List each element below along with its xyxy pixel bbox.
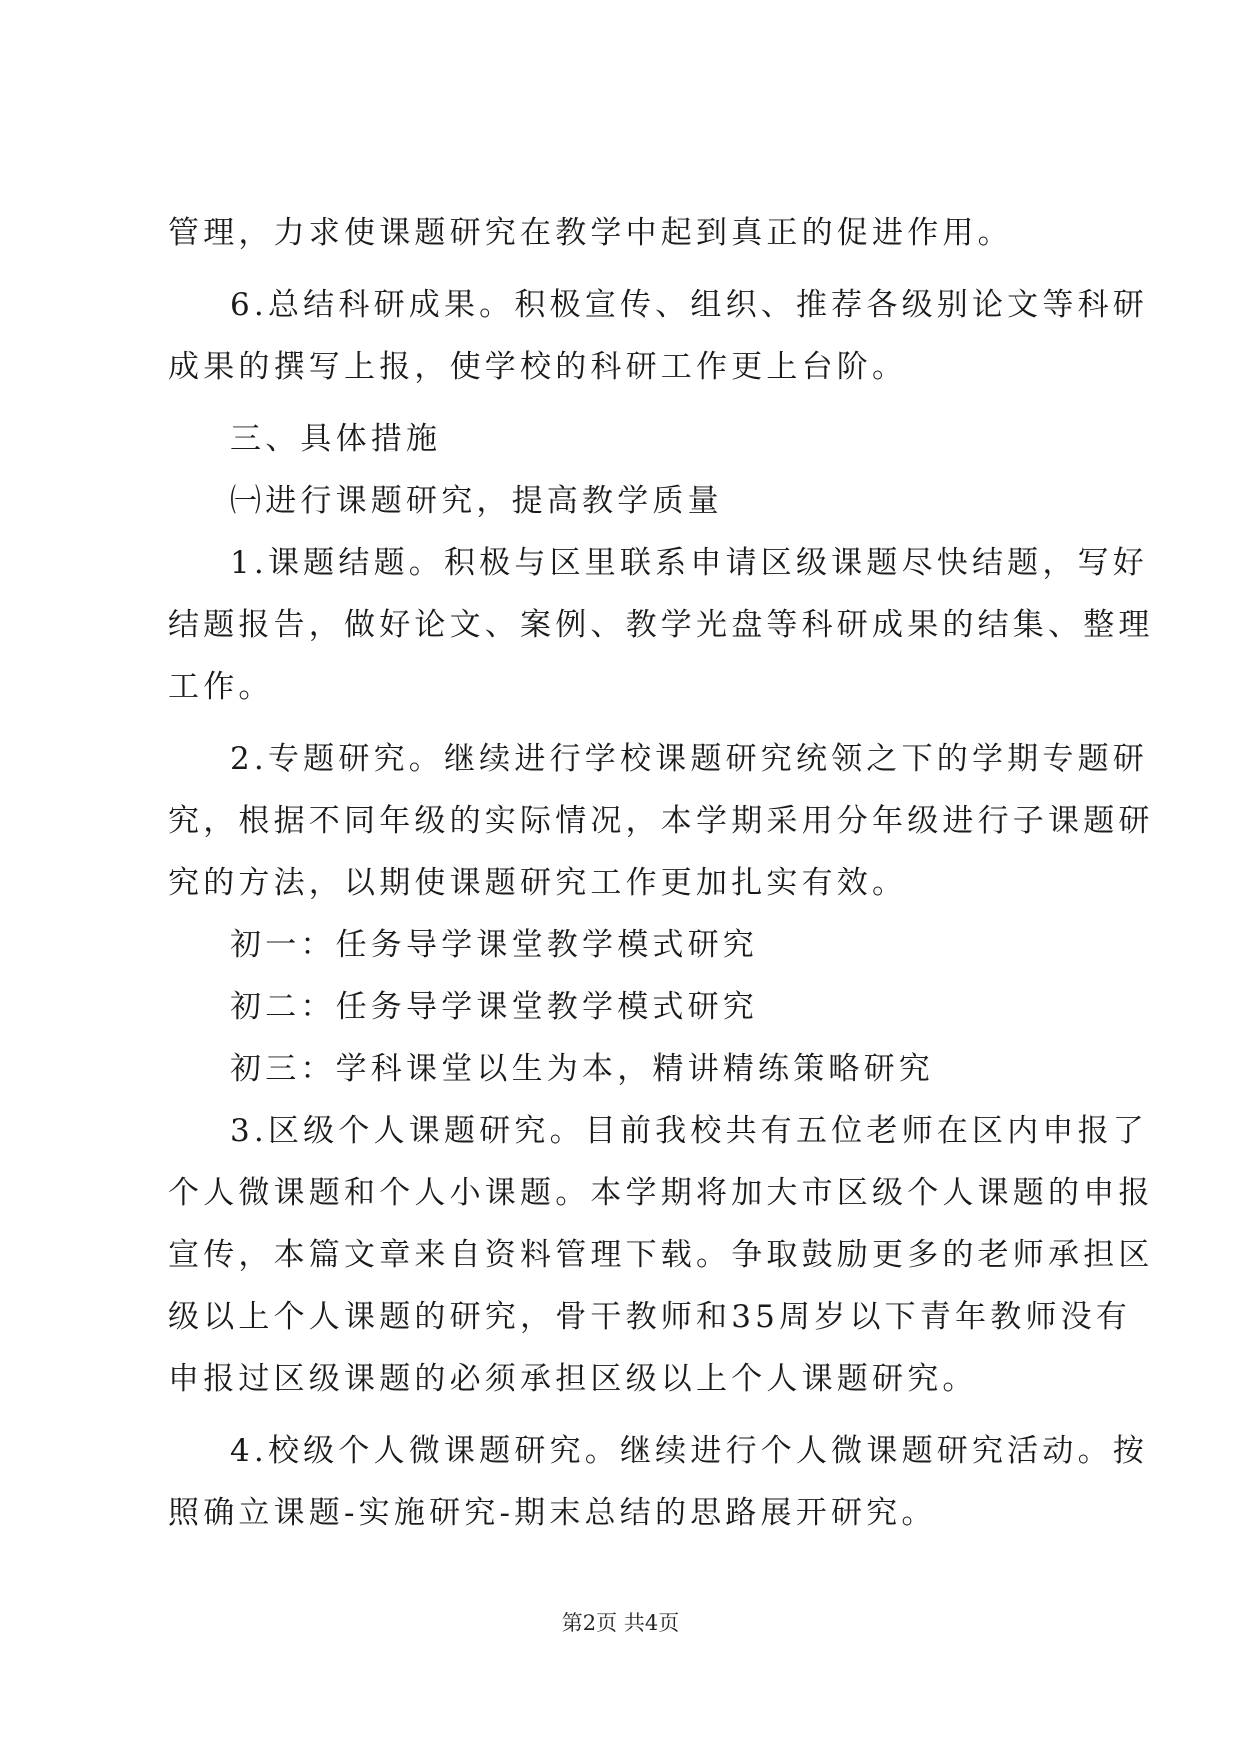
- paragraph-line: 申报过区级课题的必须承担区级以上个人课题研究。: [168, 1361, 978, 1397]
- list-item: 初三：学科课堂以生为本，精讲精练策略研究: [230, 1051, 934, 1087]
- document-body: [168, 202, 1154, 1544]
- list-item: 初二：任务导学课堂教学模式研究: [230, 989, 758, 1025]
- paragraph-line: 成果的撰写上报，使学校的科研工作更上台阶。: [168, 349, 908, 385]
- paragraph-line: 3.区级个人课题研究。目前我校共有五位老师在区内申报了: [230, 1113, 1148, 1149]
- paragraph-line: 1.课题结题。积极与区里联系申请区级课题尽快结题，写好: [230, 545, 1148, 581]
- paragraph-line: 究，根据不同年级的实际情况，本学期采用分年级进行子课题研: [168, 803, 1154, 839]
- subsection-heading: ㈠进行课题研究，提高教学质量: [230, 483, 723, 519]
- paragraph-line: 究的方法，以期使课题研究工作更加扎实有效。: [168, 865, 908, 901]
- paragraph-line: 级以上个人课题的研究，骨干教师和35周岁以下青年教师没有: [168, 1299, 1132, 1335]
- paragraph-line: 4.校级个人微课题研究。继续进行个人微课题研究活动。按: [230, 1433, 1148, 1469]
- section-heading: 三、具体措施: [230, 421, 442, 457]
- paragraph-line: 2.专题研究。继续进行学校课题研究统领之下的学期专题研: [230, 741, 1148, 777]
- paragraph-line: 结题报告，做好论文、案例、教学光盘等科研成果的结集、整理: [168, 607, 1154, 643]
- paragraph-line: 6.总结科研成果。积极宣传、组织、推荐各级别论文等科研: [230, 287, 1148, 323]
- paragraph-line: 宣传，本篇文章来自资料管理下载。争取鼓励更多的老师承担区: [168, 1237, 1154, 1273]
- paragraph-line: 管理，力求使课题研究在教学中起到真正的促进作用。: [168, 215, 1013, 251]
- paragraph-line: 工作。: [168, 669, 274, 705]
- paragraph-line: 个人微课题和个人小课题。本学期将加大市区级个人课题的申报: [168, 1175, 1154, 1211]
- list-item: 初一：任务导学课堂教学模式研究: [230, 927, 758, 963]
- page-number-footer: 第2页 共4页: [561, 1611, 680, 1635]
- paragraph-line: 照确立课题-实施研究-期末总结的思路展开研究。: [168, 1495, 937, 1531]
